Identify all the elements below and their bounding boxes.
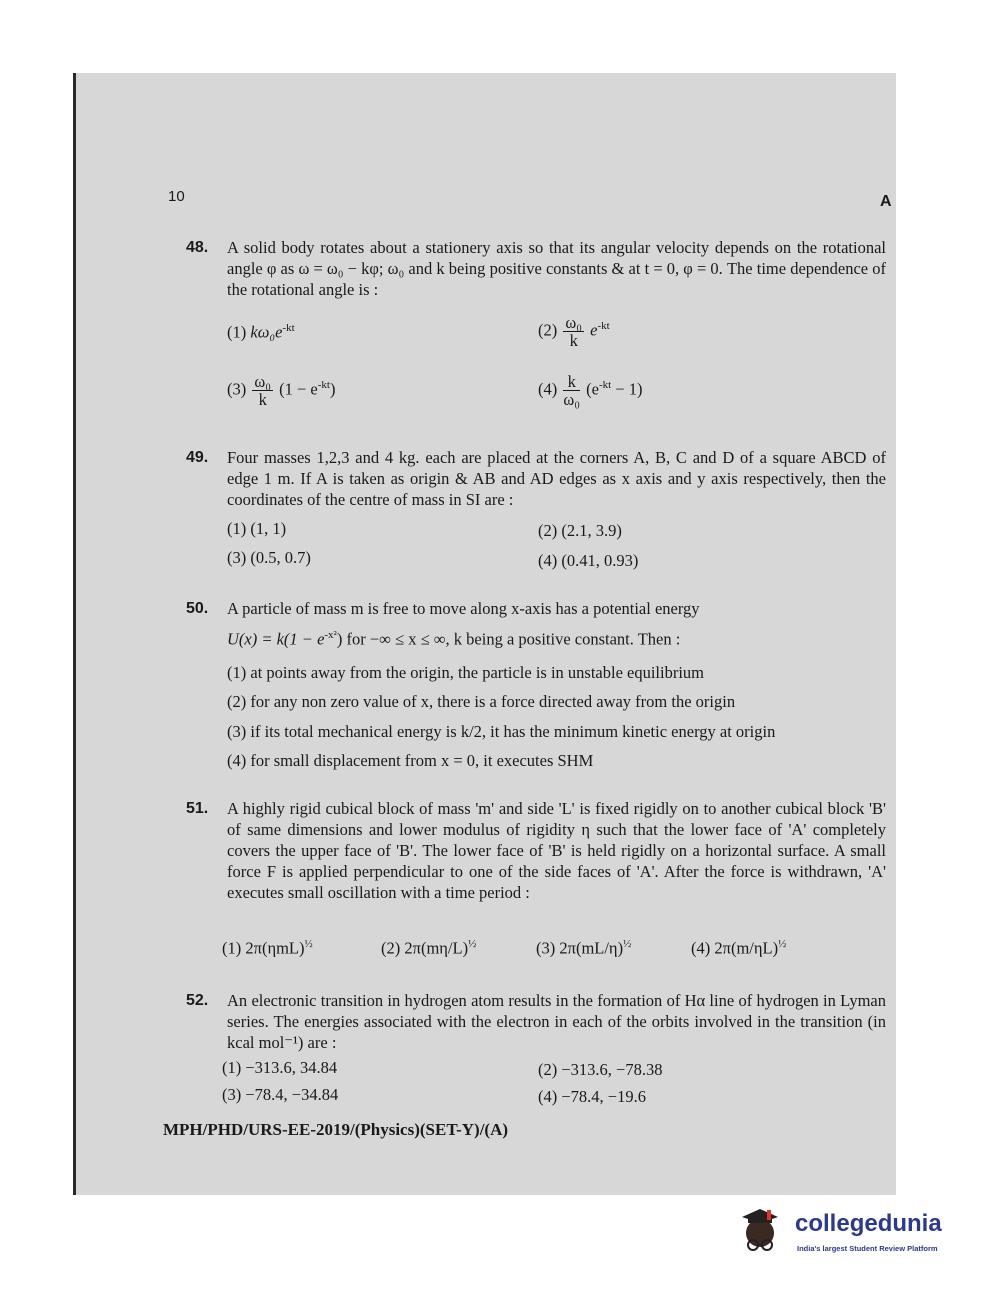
question-text: An electronic transition in hydrogen atom results in the formation of Hα line of hydrogen in Lyman series. The energies associated with the electron in each of the orbits involved in the transition (in kcal mol⁻¹) are : [227,991,886,1052]
q48-option-1: (1) $k\omega_0e^{-kt}$ [227,322,295,342]
q50-option-3: (3) if its total mechanical energy is k/2, it has the minimum kinetic energy at origin [227,722,776,741]
q52-option-2: (2) −313.6, −78.38 [538,1060,663,1079]
question-number: 48. [186,239,209,256]
question-text: A solid body rotates about a stationery axis so that its angular velocity depends on the rotational angle φ as ω = ω₀ − kφ; ω₀ and k being positive constants & at t = 0, φ = 0. The time dependence of the rotational angle is : [227,238,886,299]
question-52 [186,990,886,1053]
question-48 [186,237,886,300]
set-letter: A [880,193,892,210]
q48-option-2: (2) $\frac{\text{ω₀}}{k}$ $e^{-kt}$ [538,313,610,350]
q49-option-3: (3) (0.5, 0.7) [227,548,311,567]
q50-option-1: (1) at points away from the origin, the particle is in unstable equilibrium [227,663,705,682]
q49-option-4: (4) (0.41, 0.93) [538,551,639,570]
question-number: 52. [186,992,209,1009]
q50-option-4: (4) for small displacement from x = 0, it executes SHM [227,751,594,770]
question-text: A particle of mass m is free to move along x-axis has a potential energy [227,599,700,618]
page-number: 10 [168,188,185,205]
q51-option-4: (4) $2\pi(m/\eta L)^{\frac{1}{2}}$ [691,938,787,958]
q50-potential-line: $U(x) = k(1 - e^{-x^2})$ for −∞ ≤ x ≤ ∞, k being a positive constant. Then : [227,629,681,649]
q49-option-2: (2) (2.1, 3.9) [538,521,622,540]
q51-option-2: (2) $2\pi(m\eta/L)^{\frac{1}{2}}$ [381,938,477,958]
footer-code: MPH/PHD/URS-EE-2019/(Physics)(SET-Y)/(A) [163,1120,509,1139]
question-50 [186,598,886,619]
question-text: Four masses 1,2,3 and 4 kg. each are placed at the corners A, B, C and D of a square ABCD of edge 1 m. If A is taken as origin & AB and AD edges as x axis and y axis respectively, then the coordinates of the centre of mass in SI are : [227,448,886,509]
q50-option-2: (2) for any non zero value of x, there is a force directed away from the origin [227,692,736,711]
question-number: 51. [186,800,209,817]
q48-option-3: (3) $\frac{\text{ω₀}}{k}$ $(1 - e^{-kt})$ [227,372,336,409]
q48-option-4: (4) $\frac{k}{\text{ω₀}}$ $(e^{-kt} - 1)$ [538,372,643,409]
question-49 [186,447,886,510]
q52-option-4: (4) −78.4, −19.6 [538,1087,646,1106]
q49-option-1: (1) (1, 1) [227,519,287,538]
logo-wordmark: collegedunia [795,1210,942,1237]
question-text: A highly rigid cubical block of mass 'm' and side 'L' is fixed rigidly on to another cubical block 'B' of same dimensions and lower modulus of rigidity η such that the lower face of 'A' completely covers the upper face of 'B'. The lower face of 'B' is held rigidly on a horizontal surface. A small force F is applied perpendicular to one of the side faces of 'A'. After the force is withdrawn, 'A' executes small oscillation with a time period : [227,799,886,902]
q51-option-1: (1) $2\pi(\eta mL)^{\frac{1}{2}}$ [222,938,313,958]
q51-option-3: (3) $2\pi(mL/\eta)^{\frac{1}{2}}$ [536,938,632,958]
q52-option-1: (1) −313.6, 34.84 [222,1058,338,1077]
question-number: 50. [186,600,209,617]
logo-tagline: India's largest Student Review Platform [797,1244,938,1253]
question-number: 49. [186,449,209,466]
q52-option-3: (3) −78.4, −34.84 [222,1085,339,1104]
question-51 [186,798,886,903]
